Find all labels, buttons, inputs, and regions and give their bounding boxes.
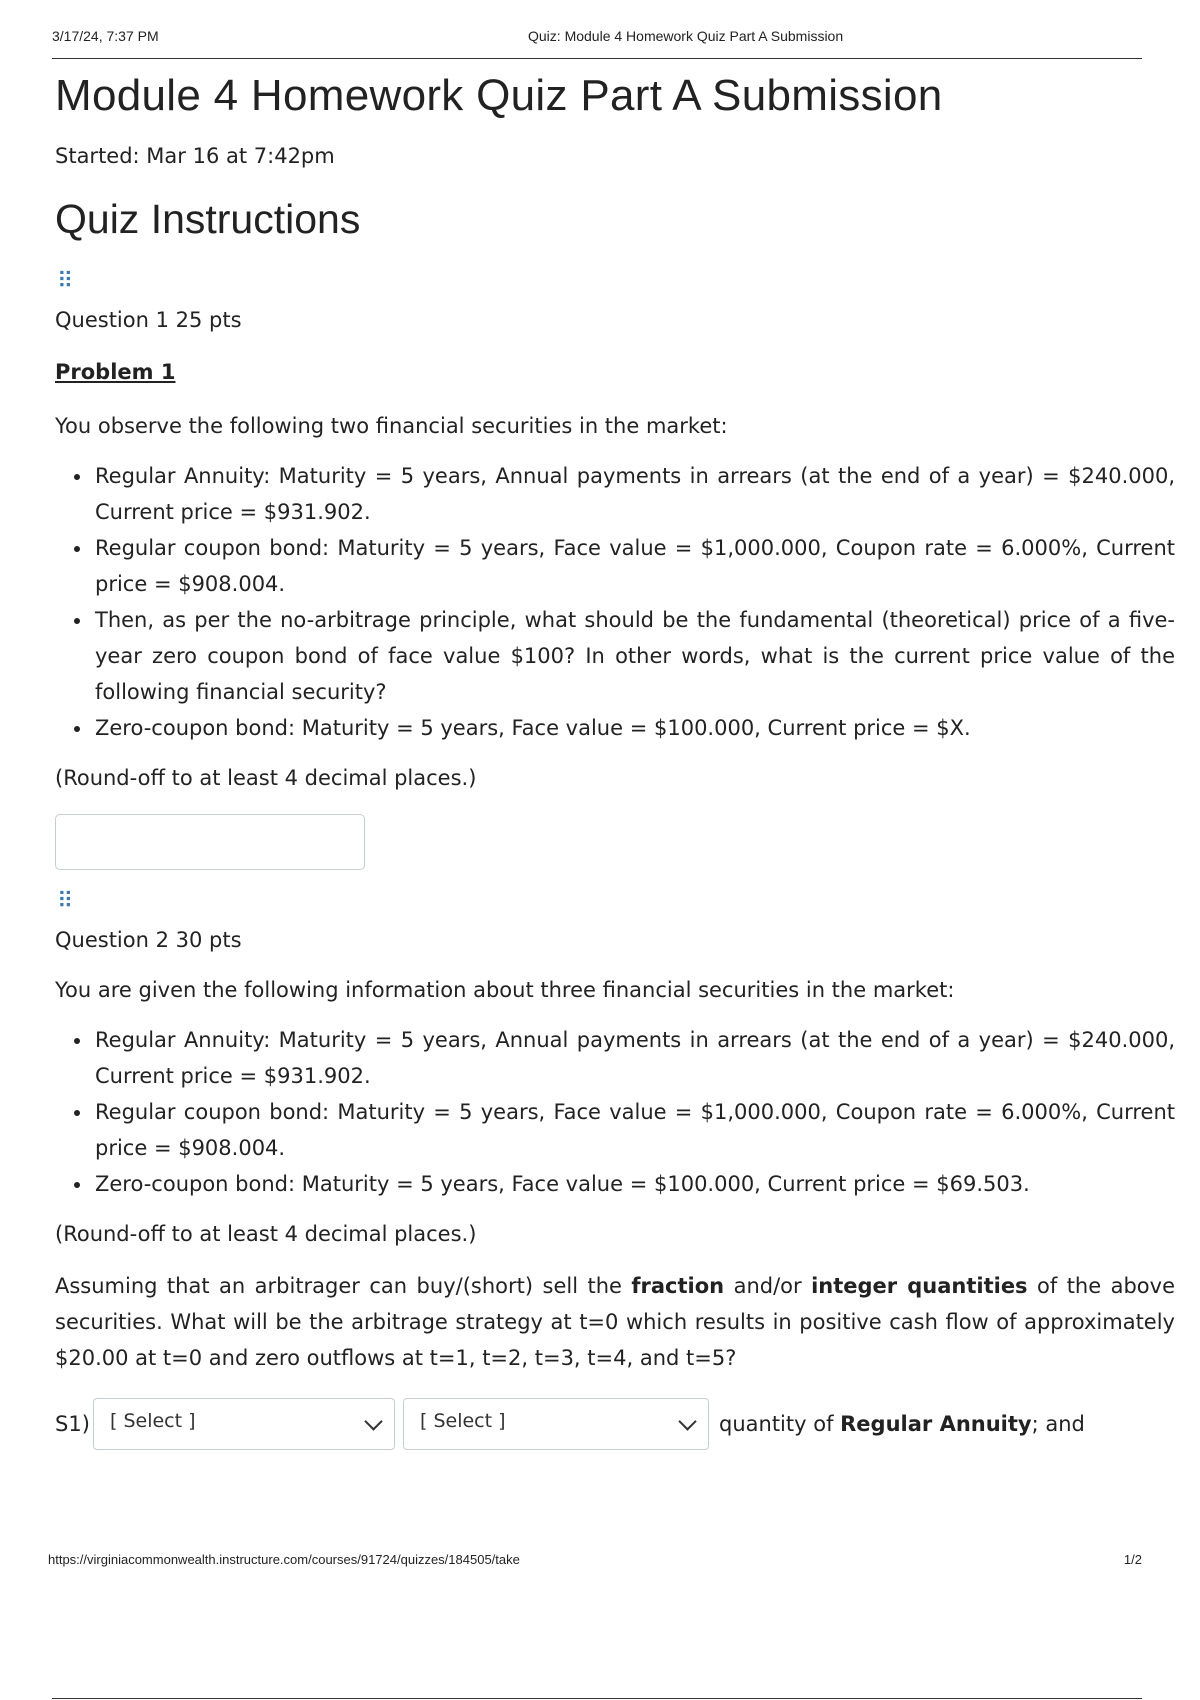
chevron-down-icon [364,1412,382,1430]
question-1-answer-input[interactable] [55,814,365,870]
question-1-bullets [55,458,1175,746]
tail-post: ; and [1031,1412,1085,1436]
print-header [52,28,1142,59]
assume-text: and/or [724,1274,812,1298]
instructions-heading: Quiz Instructions [55,196,361,242]
question-1-intro: You observe the following two financial securities in the market: [55,414,728,438]
drag-handle-icon[interactable]: ⠿ [57,889,72,914]
question-2-assumption [55,1268,1175,1376]
list-item: • Regular Annuity: Maturity = 5 years, Annual payments in arrears (at the end of a year) = $240.000, Current price = $931.902. [93,458,1175,530]
list-item: • Regular coupon bond: Maturity = 5 years, Face value = $1,000.000, Coupon rate = 6.000%, Current price = $908.004. [93,1094,1175,1166]
list-item: • Regular Annuity: Maturity = 5 years, Annual payments in arrears (at the end of a year) = $240.000, Current price = $931.902. [93,1022,1175,1094]
question-2-intro: You are given the following information about three financial securities in the market: [55,978,955,1002]
assume-text: Assuming that an arbitrager can buy/(short) sell the [55,1274,632,1298]
question-2-bullets [55,1022,1175,1202]
page-title: Module 4 Homework Quiz Part A Submission [55,71,943,120]
bottom-divider [52,1698,1142,1699]
s1-label: S1) [55,1412,90,1436]
question-2-header: Question 2 30 pts [55,928,242,952]
list-item: • Regular coupon bond: Maturity = 5 years, Face value = $1,000.000, Coupon rate = 6.000%, Current price = $908.004. [93,530,1175,602]
question-2-round-note: (Round-off to at least 4 decimal places.) [55,1222,477,1246]
print-page-number: 1/2 [1123,1552,1142,1567]
tail-pre: quantity of [719,1412,841,1436]
list-item: • Zero-coupon bond: Maturity = 5 years, Face value = $100.000, Current price = $X. [93,710,1175,746]
s1-action-select[interactable] [93,1398,395,1450]
s1-quantity-select[interactable] [403,1398,709,1450]
print-url: https://virginiacommonwealth.instructure.com/courses/91724/quizzes/184505/take [48,1552,520,1567]
s1-tail-text [719,1412,1085,1436]
assume-text: of the above securities. What will be the arbitrage strategy at t=0 which results in positive cash flow of approximately $20.00 at t=0 and zero outflows at t=1, t=2, t=3, t=4, and t=5? [55,1274,1176,1370]
s1-row [55,1398,1175,1450]
tail-bold: Regular Annuity [840,1412,1032,1436]
assume-bold-integer: integer quantities [811,1274,1028,1298]
chevron-down-icon [678,1412,696,1430]
quiz-content [55,66,1175,1450]
problem-1-title: Problem 1 [55,360,176,384]
print-datetime: 3/17/24, 7:37 PM [52,28,159,44]
drag-handle-icon[interactable]: ⠿ [57,269,72,294]
question-1-header: Question 1 25 pts [55,308,242,332]
started-timestamp: Started: Mar 16 at 7:42pm [55,144,335,168]
question-1-round-note: (Round-off to at least 4 decimal places.) [55,766,477,790]
assume-bold-fraction: fraction [631,1274,725,1298]
list-item: • Then, as per the no-arbitrage principle, what should be the fundamental (theoretical) price of a five-year zero coupon bond of face value $100? In other words, what is the current price value of the following financial security? [93,602,1175,710]
select-value: [ Select ] [110,1410,196,1432]
select-value: [ Select ] [420,1410,506,1432]
list-item: • Zero-coupon bond: Maturity = 5 years, Face value = $100.000, Current price = $69.503. [93,1166,1175,1202]
print-document-title: Quiz: Module 4 Homework Quiz Part A Submission [528,28,844,44]
